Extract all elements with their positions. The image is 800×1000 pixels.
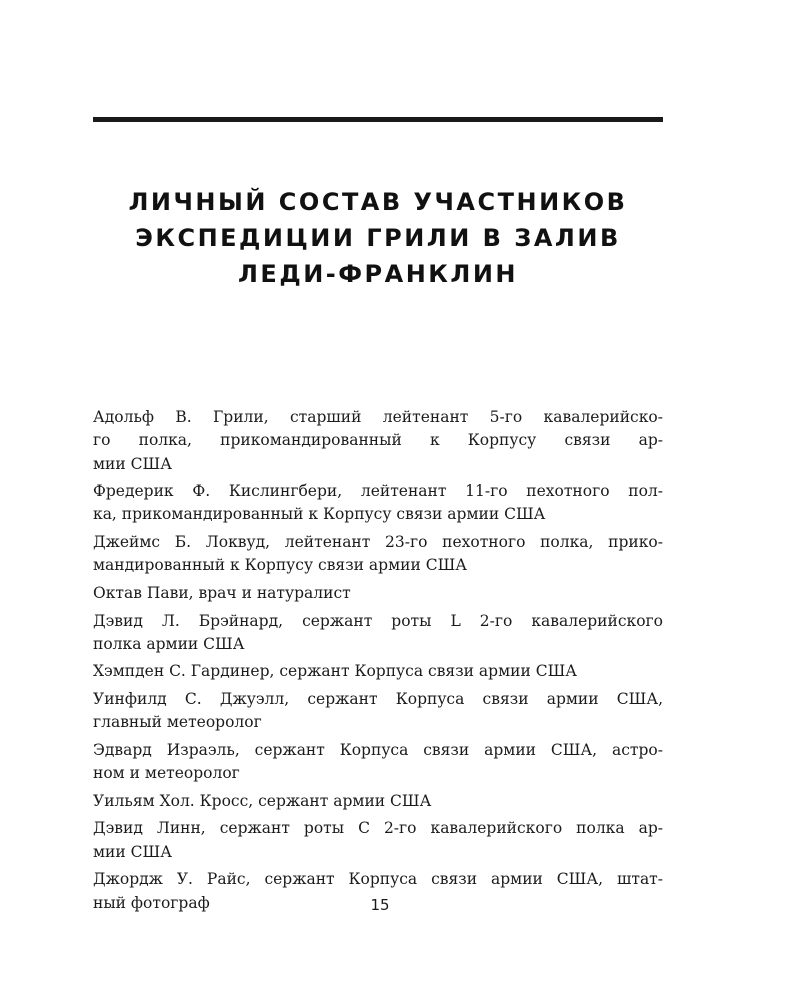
- roster-line: Октав Пави, врач и натуралист: [93, 583, 351, 602]
- roster-entry-jewell: [93, 688, 663, 735]
- roster-line: Джордж У. Райс, сержант Корпуса связи армии США, штат-: [93, 870, 663, 889]
- roster-entry-greely: [93, 406, 663, 476]
- roster-entry-brainard: [93, 610, 663, 657]
- chapter-title-line: ЛИЧНЫЙ СОСТАВ УЧАСТНИКОВ: [128, 188, 628, 216]
- roster-line: полка армии США: [93, 634, 245, 653]
- page-number: 15: [370, 896, 390, 914]
- roster-line: ка, прикомандированный к Корпусу связи армии США: [93, 505, 546, 524]
- roster-line: Фредерик Ф. Кислингбери, лейтенант 11-го пехотного пол-: [93, 482, 663, 501]
- roster-entry-pavy: [93, 582, 663, 605]
- chapter-title: [93, 184, 663, 292]
- roster-entry-linn: [93, 817, 663, 864]
- roster-entry-israel: [93, 739, 663, 786]
- roster-line: Уильям Хол. Кросс, сержант армии США: [93, 791, 432, 810]
- roster-line: Эдвард Израэль, сержант Корпуса связи армии США, астро-: [93, 740, 663, 759]
- roster-line: го полка, прикомандированный к Корпусу связи ар-: [93, 431, 663, 450]
- roster-line: Хэмпден С. Гардинер, сержант Корпуса связи армии США: [93, 662, 578, 681]
- roster-entry-cross: [93, 790, 663, 813]
- roster-entry-kislingbury: [93, 480, 663, 527]
- roster-line: Дэвид Линн, сержант роты С 2-го кавалерийского полка ар-: [93, 819, 663, 838]
- header-rule: [93, 117, 663, 122]
- roster-line: Уинфилд С. Джуэлл, сержант Корпуса связи армии США,: [93, 690, 663, 709]
- roster-line: мии США: [93, 842, 172, 861]
- chapter-title-line: ЛЕДИ-ФРАНКЛИН: [237, 260, 519, 288]
- roster-line: ном и метеоролог: [93, 764, 240, 783]
- roster-line: мии США: [93, 454, 172, 473]
- roster-entry-gardiner: [93, 660, 663, 683]
- roster-line: ный фотограф: [93, 893, 210, 912]
- chapter-title-line: ЭКСПЕДИЦИИ ГРИЛИ В ЗАЛИВ: [135, 224, 621, 252]
- expedition-roster: [93, 406, 663, 919]
- roster-entry-lockwood: [93, 531, 663, 578]
- roster-line: Адольф В. Грили, старший лейтенант 5-го кавалерийско-: [93, 408, 663, 426]
- roster-line: Дэвид Л. Брэйнард, сержант роты L 2-го кавалерийского: [93, 611, 663, 630]
- roster-line: главный метеоролог: [93, 713, 262, 732]
- roster-line: Джеймс Б. Локвуд, лейтенант 23-го пехотного полка, прико-: [93, 533, 663, 552]
- roster-line: мандированный к Корпусу связи армии США: [93, 556, 468, 575]
